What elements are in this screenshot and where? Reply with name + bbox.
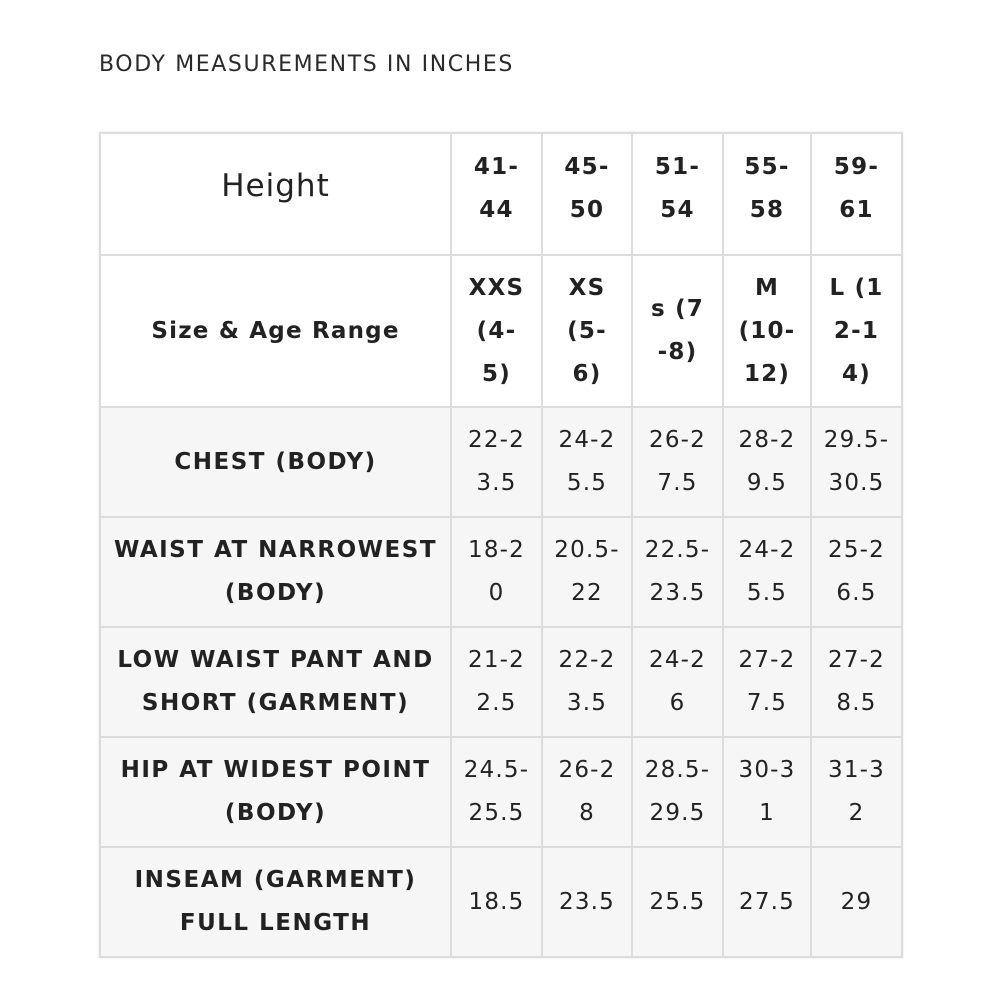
measurement-value: 20.5-22	[554, 537, 620, 606]
value-cell	[451, 407, 542, 517]
height-label-cell	[100, 133, 451, 255]
value-cell	[632, 847, 723, 957]
size-age-label: Size & Age Range	[151, 317, 400, 344]
value-cell	[632, 627, 723, 737]
height-cell	[451, 133, 542, 255]
row-label-cell	[100, 847, 451, 957]
measurement-value: 24-25.5	[558, 427, 616, 496]
row-label: LOW WAIST PANT AND SHORT (GARMENT)	[117, 647, 434, 716]
measurement-value: 26-28	[558, 757, 616, 826]
measurement-value: 23.5	[558, 888, 615, 915]
size-value: L (12-14)	[829, 274, 884, 387]
row-label: HIP AT WIDEST POINT (BODY)	[120, 757, 431, 826]
value-cell	[632, 407, 723, 517]
value-cell	[542, 737, 632, 847]
measurement-value: 31-32	[828, 757, 885, 826]
value-cell	[811, 407, 902, 517]
measurement-value: 18.5	[468, 888, 525, 915]
measurement-value: 29.5-30.5	[823, 427, 890, 496]
value-cell	[811, 737, 902, 847]
value-cell	[451, 847, 542, 957]
value-cell	[451, 627, 542, 737]
value-cell	[542, 517, 632, 627]
size-cell	[632, 255, 723, 407]
hip-row	[100, 737, 902, 847]
height-value: 45-50	[564, 154, 610, 223]
size-age-row	[100, 255, 902, 407]
size-value: s (7-8)	[650, 296, 704, 365]
value-cell	[542, 407, 632, 517]
measurement-value: 21-22.5	[468, 647, 525, 716]
chest-row	[100, 407, 902, 517]
height-value: 41-44	[473, 154, 520, 223]
measurement-value: 28.5-29.5	[644, 757, 711, 826]
row-label: WAIST AT NARROWEST (BODY)	[113, 537, 438, 606]
size-cell	[723, 255, 811, 407]
value-cell	[723, 737, 811, 847]
measurement-value: 25.5	[649, 888, 706, 915]
page-title: BODY MEASUREMENTS IN INCHES	[99, 52, 514, 77]
measurement-value: 22.5-23.5	[644, 537, 711, 606]
value-cell	[723, 407, 811, 517]
size-value: M (10-12)	[738, 274, 796, 387]
height-row	[100, 133, 902, 255]
height-cell	[542, 133, 632, 255]
row-label-cell	[100, 627, 451, 737]
value-cell	[811, 627, 902, 737]
size-cell	[542, 255, 632, 407]
height-value: 55-58	[744, 154, 790, 223]
height-cell	[632, 133, 723, 255]
size-label-cell	[100, 255, 451, 407]
height-cell	[723, 133, 811, 255]
size-cell	[811, 255, 902, 407]
low-waist-row	[100, 627, 902, 737]
value-cell	[811, 847, 902, 957]
value-cell	[451, 737, 542, 847]
measurement-value: 27-27.5	[738, 647, 796, 716]
row-label-cell	[100, 407, 451, 517]
measurement-value: 24-25.5	[738, 537, 796, 606]
height-cell	[811, 133, 902, 255]
measurement-value: 22-23.5	[558, 647, 616, 716]
value-cell	[723, 847, 811, 957]
height-value: 51-54	[654, 154, 701, 223]
value-cell	[632, 737, 723, 847]
size-cell	[451, 255, 542, 407]
value-cell	[451, 517, 542, 627]
value-cell	[542, 847, 632, 957]
measurement-value: 22-23.5	[468, 427, 525, 496]
measurement-value: 28-29.5	[738, 427, 796, 496]
measurement-value: 25-26.5	[828, 537, 885, 606]
row-label-cell	[100, 737, 451, 847]
waist-row	[100, 517, 902, 627]
row-label: INSEAM (GARMENT) FULL LENGTH	[134, 867, 417, 936]
value-cell	[811, 517, 902, 627]
value-cell	[723, 517, 811, 627]
row-label: CHEST (BODY)	[174, 448, 377, 475]
size-value: XS (5-6)	[567, 274, 607, 387]
measurement-value: 18-20	[468, 537, 525, 606]
height-value: 59-61	[833, 154, 880, 223]
size-value: XXS (4-5)	[468, 274, 525, 387]
height-label: Height	[221, 167, 330, 204]
measurement-value: 29	[840, 888, 873, 915]
measurement-value: 24.5-25.5	[463, 757, 530, 826]
measurement-value: 24-26	[649, 647, 706, 716]
measurement-value: 27-28.5	[828, 647, 885, 716]
size-chart-table	[99, 132, 903, 958]
inseam-row	[100, 847, 902, 957]
row-label-cell	[100, 517, 451, 627]
measurement-value: 26-27.5	[649, 427, 706, 496]
measurement-value: 27.5	[738, 888, 795, 915]
measurement-value: 30-31	[738, 757, 796, 826]
value-cell	[542, 627, 632, 737]
value-cell	[723, 627, 811, 737]
value-cell	[632, 517, 723, 627]
